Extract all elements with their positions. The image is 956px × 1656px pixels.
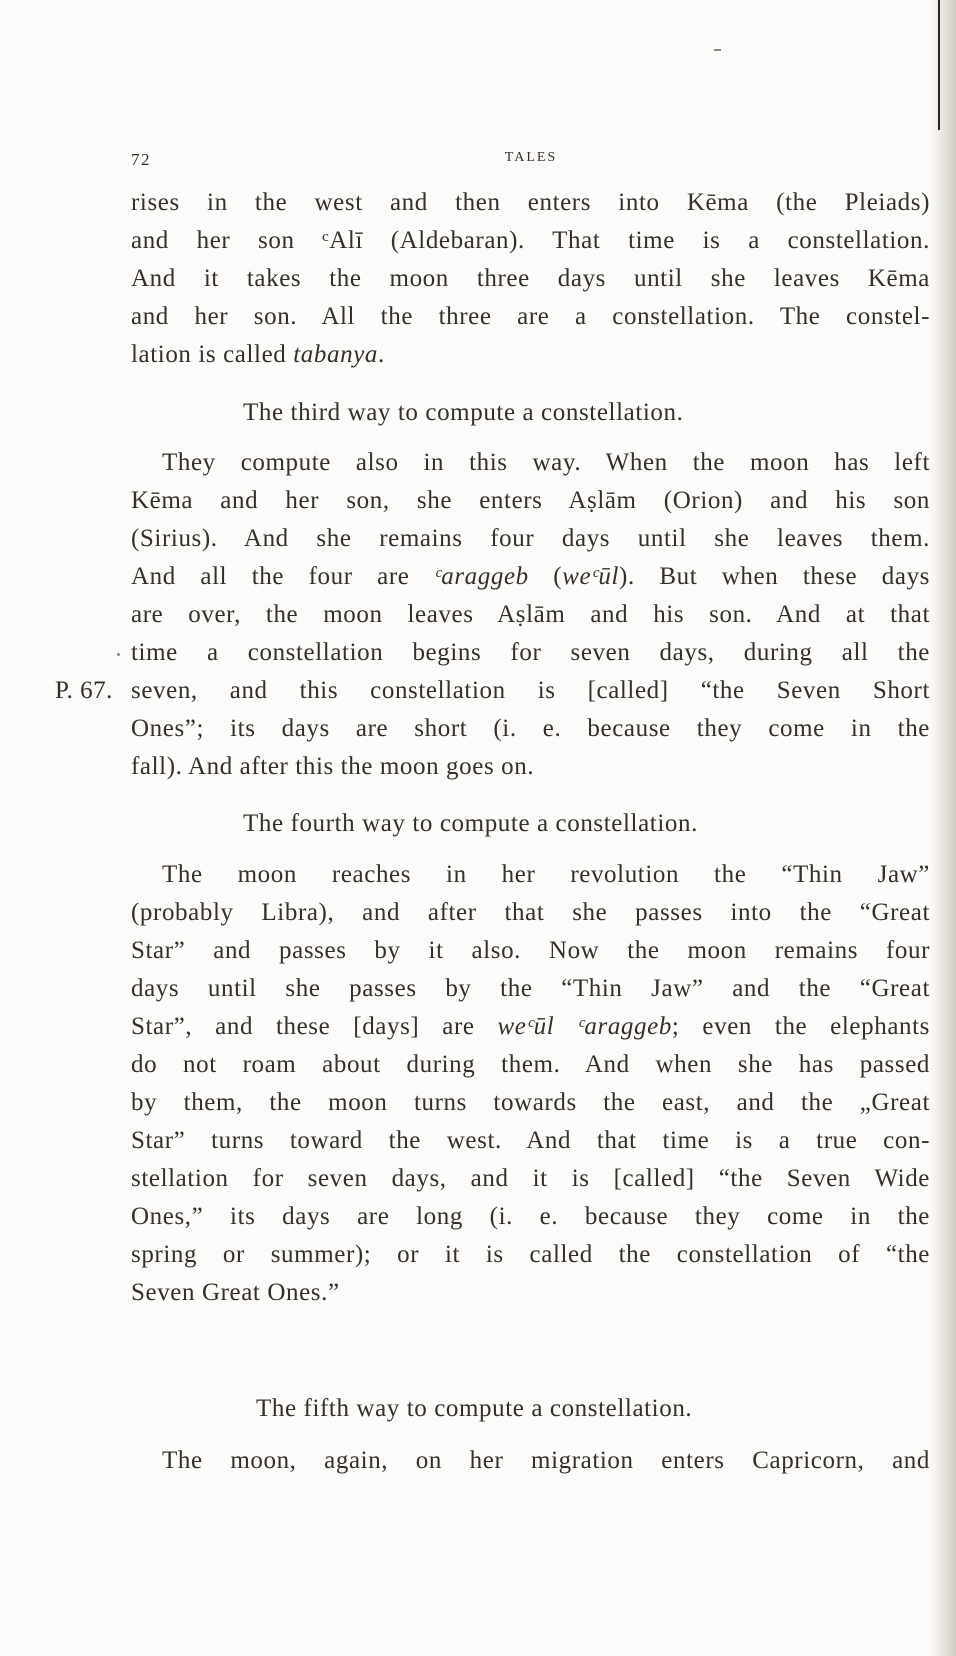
text-run: ( bbox=[528, 563, 563, 590]
text-run: And all the four are bbox=[131, 563, 435, 590]
text-line: Ones”; its days are short (i. e. because they come in the bbox=[131, 715, 930, 742]
text-line: Seven Great Ones.” bbox=[131, 1279, 340, 1306]
text-line: And it takes the moon three days until she leaves Kēma bbox=[131, 265, 930, 292]
section-heading-fourth: The fourth way to compute a constellation. bbox=[243, 810, 698, 837]
text-line: seven, and this constellation is [called] “the Seven Short bbox=[131, 677, 930, 704]
text-line: Star” turns toward the west. And that time is a true con- bbox=[131, 1127, 930, 1154]
section-heading-fifth: The fifth way to compute a constellation. bbox=[256, 1395, 693, 1422]
text-line: do not roam about during them. And when she has passed bbox=[131, 1051, 930, 1078]
text-line bbox=[131, 561, 930, 593]
text-line: (probably Libra), and after that she passes into the “Great bbox=[131, 899, 930, 926]
native-term: weᶜūl bbox=[562, 563, 620, 590]
text-line: The moon reaches in her revolution the “Thin Jaw” bbox=[162, 861, 930, 888]
paper-speck bbox=[117, 653, 120, 656]
native-term: tabanya bbox=[293, 341, 378, 368]
text-line: The moon, again, on her migration enters Capricorn, and bbox=[162, 1447, 930, 1474]
text-line: Star” and passes by it also. Now the moon remains four bbox=[131, 937, 930, 964]
text-line: Kēma and her son, she enters Aṣlām (Orion) and his son bbox=[131, 487, 930, 514]
text-line: are over, the moon leaves Aṣlām and his son. And at that bbox=[131, 601, 930, 628]
text-line bbox=[131, 339, 930, 371]
page-edge-shadow bbox=[930, 0, 956, 1656]
running-title: TALES bbox=[504, 150, 558, 165]
text-line: time a constellation begins for seven days, during all the bbox=[131, 639, 930, 666]
text-run: Star”, and these [days] are bbox=[131, 1013, 498, 1040]
text-line: (Sirius). And she remains four days until she leaves them. bbox=[131, 525, 930, 552]
text-line: by them, the moon turns towards the east, and the „Great bbox=[131, 1089, 930, 1116]
text-run: ). But when these days bbox=[619, 563, 930, 590]
native-term: ᶜaraggeb bbox=[434, 563, 529, 590]
page-number: 72 bbox=[131, 150, 151, 169]
text-line: stellation for seven days, and it is [called] “the Seven Wide bbox=[131, 1165, 930, 1192]
text-line: rises in the west and then enters into Kēma (the Pleiads) bbox=[131, 189, 930, 216]
text-line: Ones,” its days are long (i. e. because they come in the bbox=[131, 1203, 930, 1230]
section-heading-third: The third way to compute a constellation. bbox=[243, 399, 684, 426]
paper-mark bbox=[714, 49, 721, 51]
page-header bbox=[131, 150, 931, 176]
margin-page-reference: P. 67. bbox=[55, 677, 113, 704]
text-line: and her son. All the three are a constellation. The constel- bbox=[131, 303, 930, 330]
text-run: lation is called bbox=[131, 341, 294, 368]
text-line: They compute also in this way. When the moon has left bbox=[162, 449, 930, 476]
text-line: days until she passes by the “Thin Jaw” and the “Great bbox=[131, 975, 930, 1002]
text-line: and her son ᶜAlī (Aldebaran). That time is a constellation. bbox=[131, 227, 930, 254]
text-line: fall). And after this the moon goes on. bbox=[131, 753, 535, 780]
text-line: spring or summer); or it is called the constellation of “the bbox=[131, 1241, 930, 1268]
text-run: ; even the elephants bbox=[671, 1013, 930, 1040]
text-run: . bbox=[378, 341, 385, 368]
native-term: weᶜūl ᶜaraggeb bbox=[497, 1013, 672, 1040]
text-line bbox=[131, 1011, 930, 1043]
page-edge-line bbox=[938, 0, 940, 130]
